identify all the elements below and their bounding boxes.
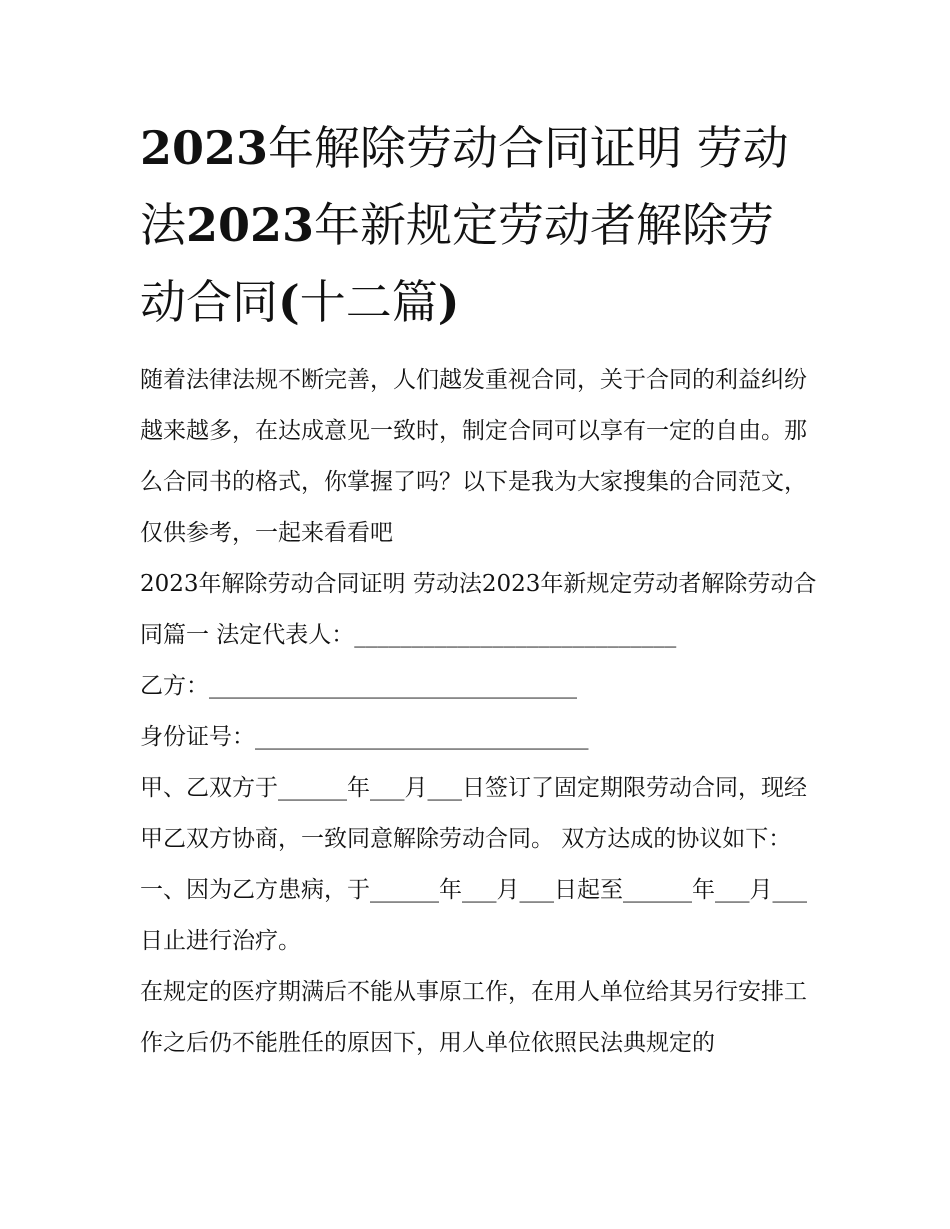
- title-part: ): [437, 275, 460, 329]
- agreement-paragraph: 甲、乙双方于______年___月___日签订了固定期限劳动合同，现经甲乙双方协商，一致同意解除劳动合同。 双方达成的协议如下：: [140, 775, 807, 852]
- title-part: 2023: [186, 198, 315, 252]
- party-b-line: 乙方：________________________________: [140, 673, 577, 699]
- title-part: 年新规定劳动者解除劳动合同: [140, 198, 775, 329]
- title-part: 年解除劳动合同证明 劳动法: [140, 121, 789, 252]
- id-number-line: 身份证号：_____________________________: [140, 724, 589, 750]
- intro-paragraph: 随着法律法规不断完善，人们越发重视合同，关于合同的利益纠纷越来越多，在达成意见一致时，制定合同可以享有一定的自由。那么合同书的格式，你掌握了吗？以下是我为大家搜集的合同范文，仅供参考，一起来看看吧: [140, 367, 807, 546]
- document-title: [140, 110, 820, 341]
- section-heading-paragraph: 2023年解除劳动合同证明 劳动法2023年新规定劳动者解除劳动合同篇一 法定代表人：____________________________: [140, 571, 817, 648]
- title-part: 2023: [140, 121, 269, 175]
- title-part: 十二篇: [299, 275, 438, 329]
- clause-one-paragraph: 一、因为乙方患病，于______年___月___日起至______年___月___日止进行治疗。: [140, 877, 807, 954]
- document-body: [140, 355, 820, 1069]
- title-part: (: [278, 275, 300, 329]
- medical-period-paragraph: 在规定的医疗期满后不能从事原工作，在用人单位给其另行安排工作之后仍不能胜任的原因下，用人单位依照民法典规定的: [140, 979, 807, 1056]
